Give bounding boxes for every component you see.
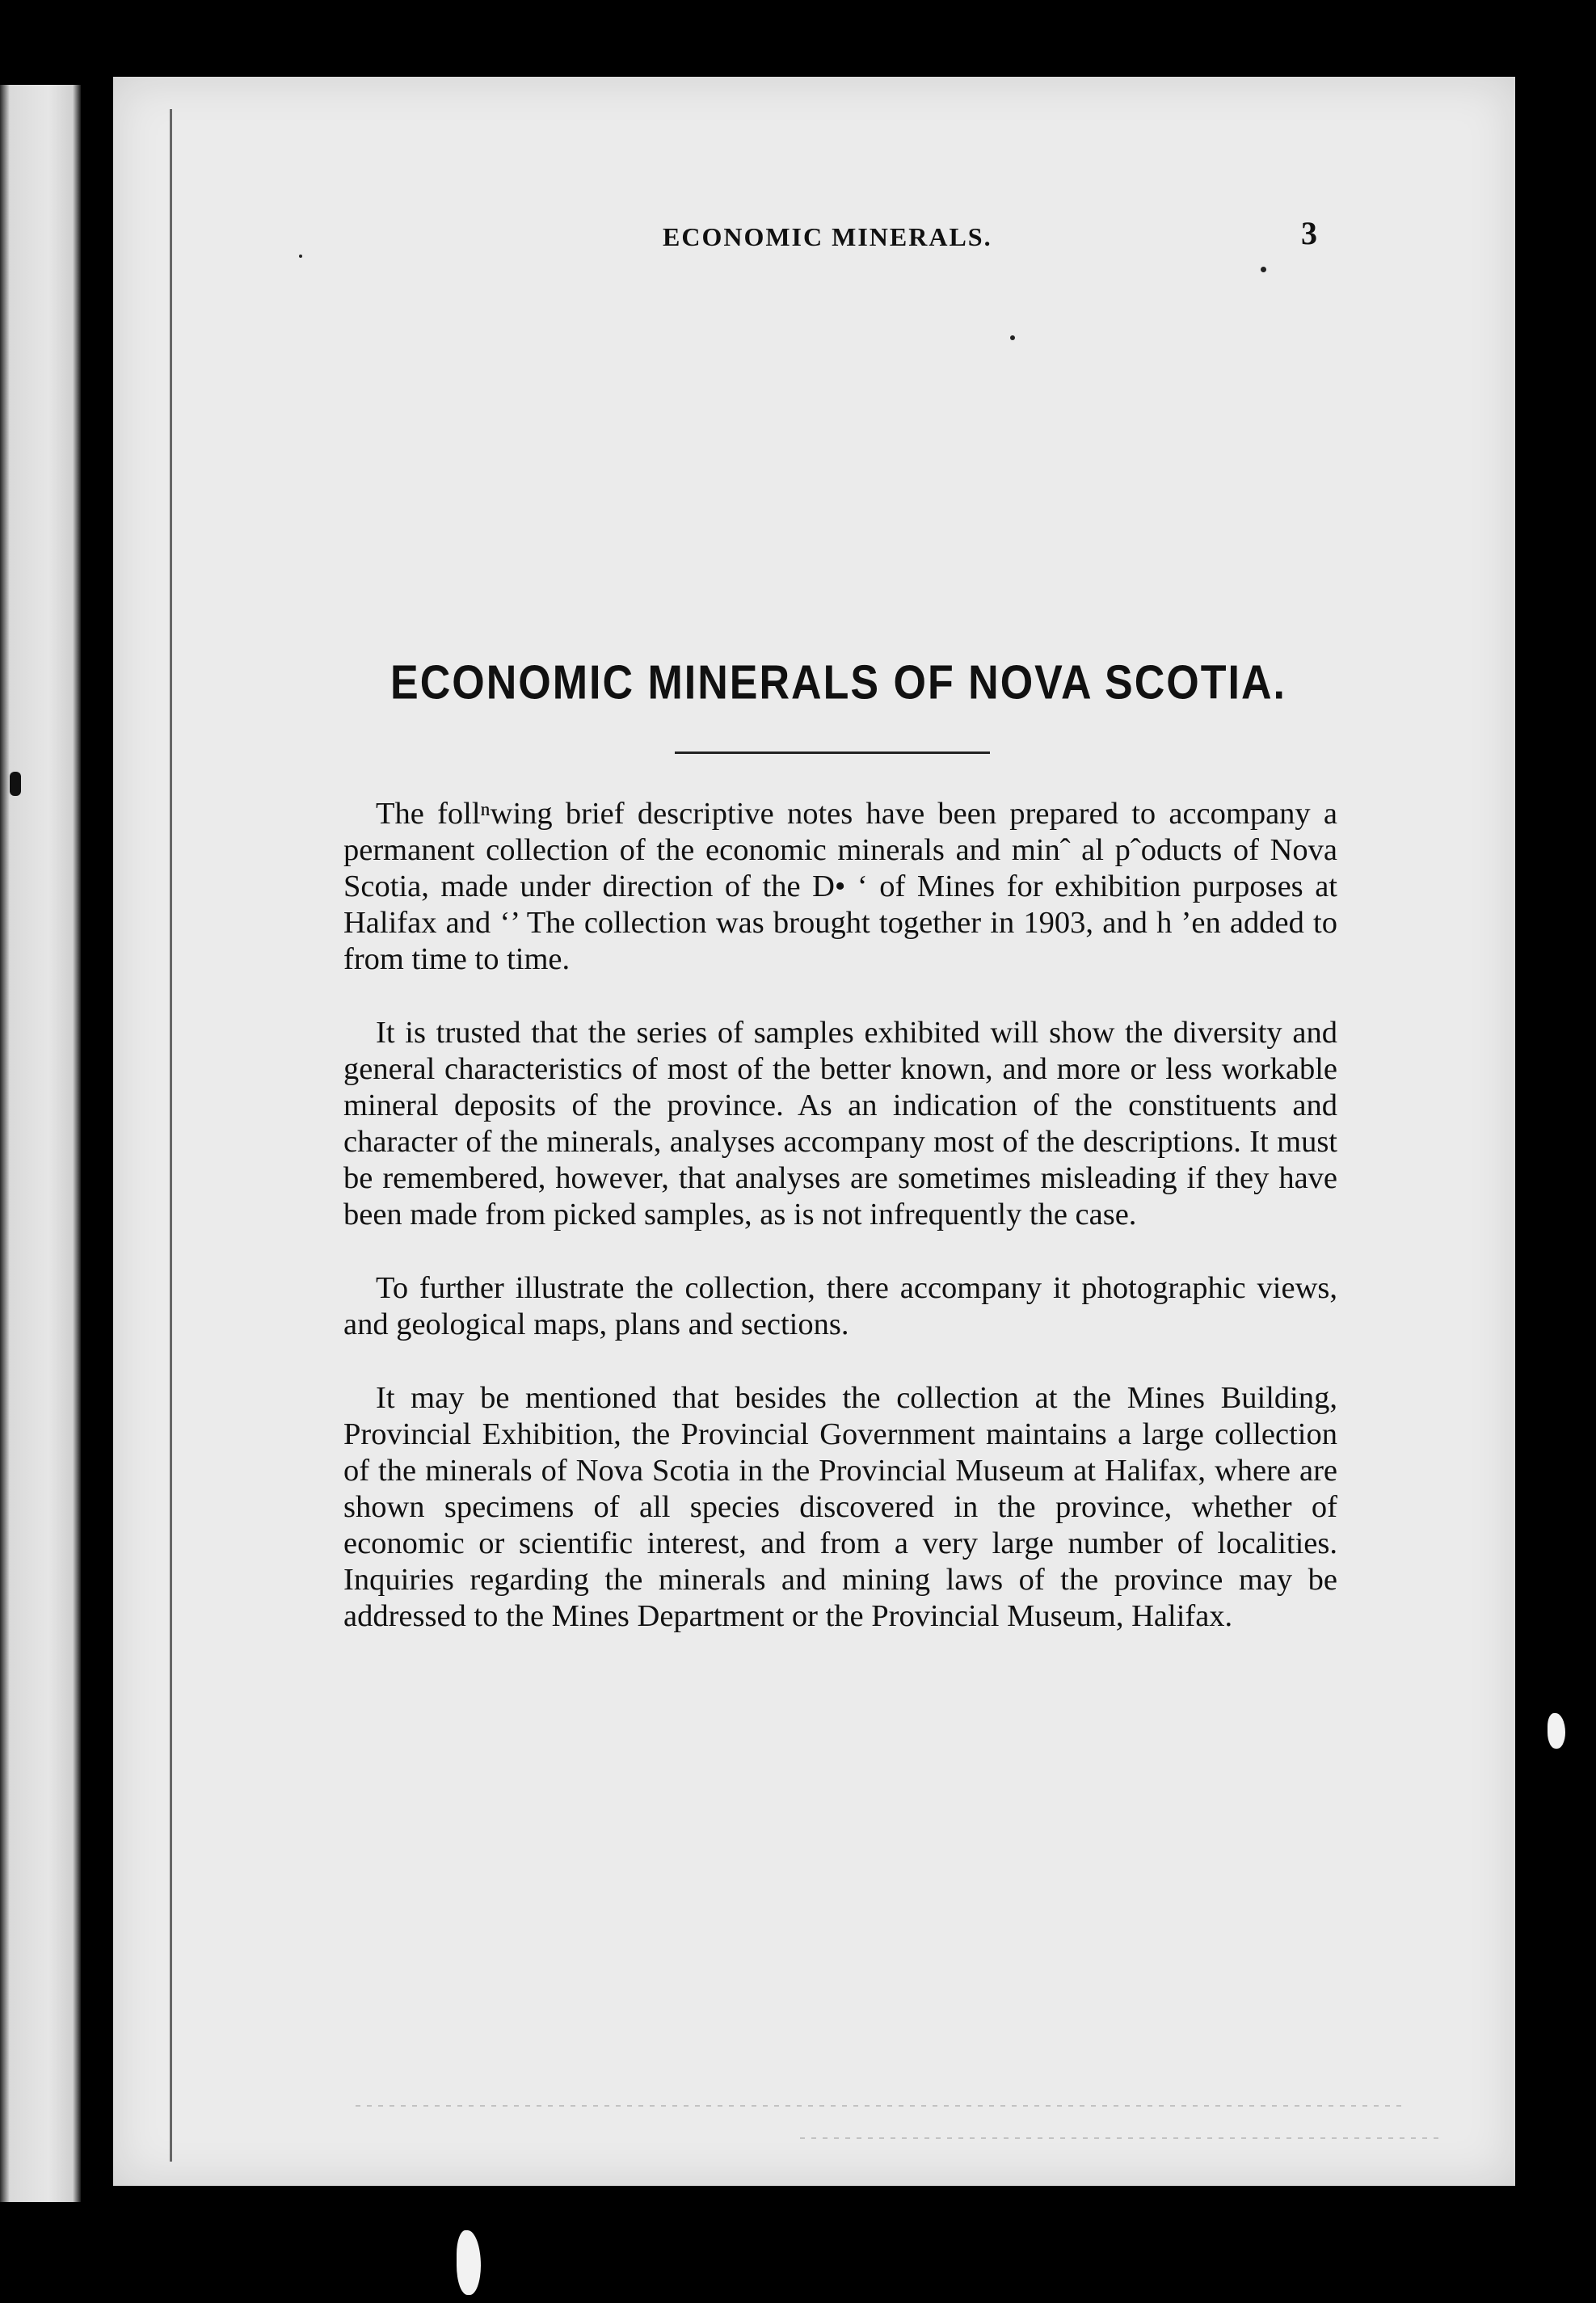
ink-mark: [10, 772, 21, 796]
scan-fleck: [457, 2230, 481, 2295]
scan-fleck: [1548, 1713, 1565, 1749]
paragraph: To further illustrate the collection, there accompany it photographic views, and geological maps, plans and sections.: [343, 1271, 1337, 1341]
page-number: 3: [1301, 215, 1317, 251]
adjacent-page-edge: [0, 85, 81, 2202]
ink-speck: [1261, 267, 1266, 272]
bleed-through-line: [356, 2105, 1406, 2107]
bleed-through-line: [800, 2137, 1438, 2139]
body-text: [343, 796, 1337, 1672]
title-divider: [675, 752, 990, 754]
page-margin-shadow: [170, 109, 172, 2162]
running-head: ECONOMIC MINERALS.: [663, 222, 992, 251]
ink-speck: [299, 255, 302, 258]
paragraph: It is trusted that the series of samples exhibited will show the diversity and general characteristics of most of the better known, and more or less workable mineral deposits of the province. As an indication of the constituents and character of the minerals, analyses accompany most of the descriptions. It must be remembered, however, that analyses are sometimes misleading if they have been made from picked samples, as is not infrequently the case.: [343, 1016, 1337, 1231]
paragraph: It may be mentioned that besides the collection at the Mines Building, Provincial Exhibition, the Provincial Government maintains a large collection of the minerals of Nova Scotia in the Provincial Museum at Halifax, where are shown specimens of all species discovered in the province, whether of economic or scientific interest, and from a very large number of localities. Inquiries regarding the minerals and mining laws of the province may be addressed to the Mines Department or the Provincial Museum, Halifax.: [343, 1381, 1337, 1633]
paragraph: The follⁿwing brief descriptive notes have been prepared to accompany a permanent collection of the economic minerals and minˆ al pˆoducts of Nova Scotia, made under direction of the D• ‘ of Mines for exhibition purposes at Halifax and ‘’ The collection was brought together in 1903, and h ’en added to from time to time.: [343, 797, 1337, 976]
ink-speck: [1010, 335, 1015, 340]
page-title: ECONOMIC MINERALS OF NOVA SCOTIA.: [390, 655, 1286, 710]
book-page: [113, 77, 1515, 2186]
